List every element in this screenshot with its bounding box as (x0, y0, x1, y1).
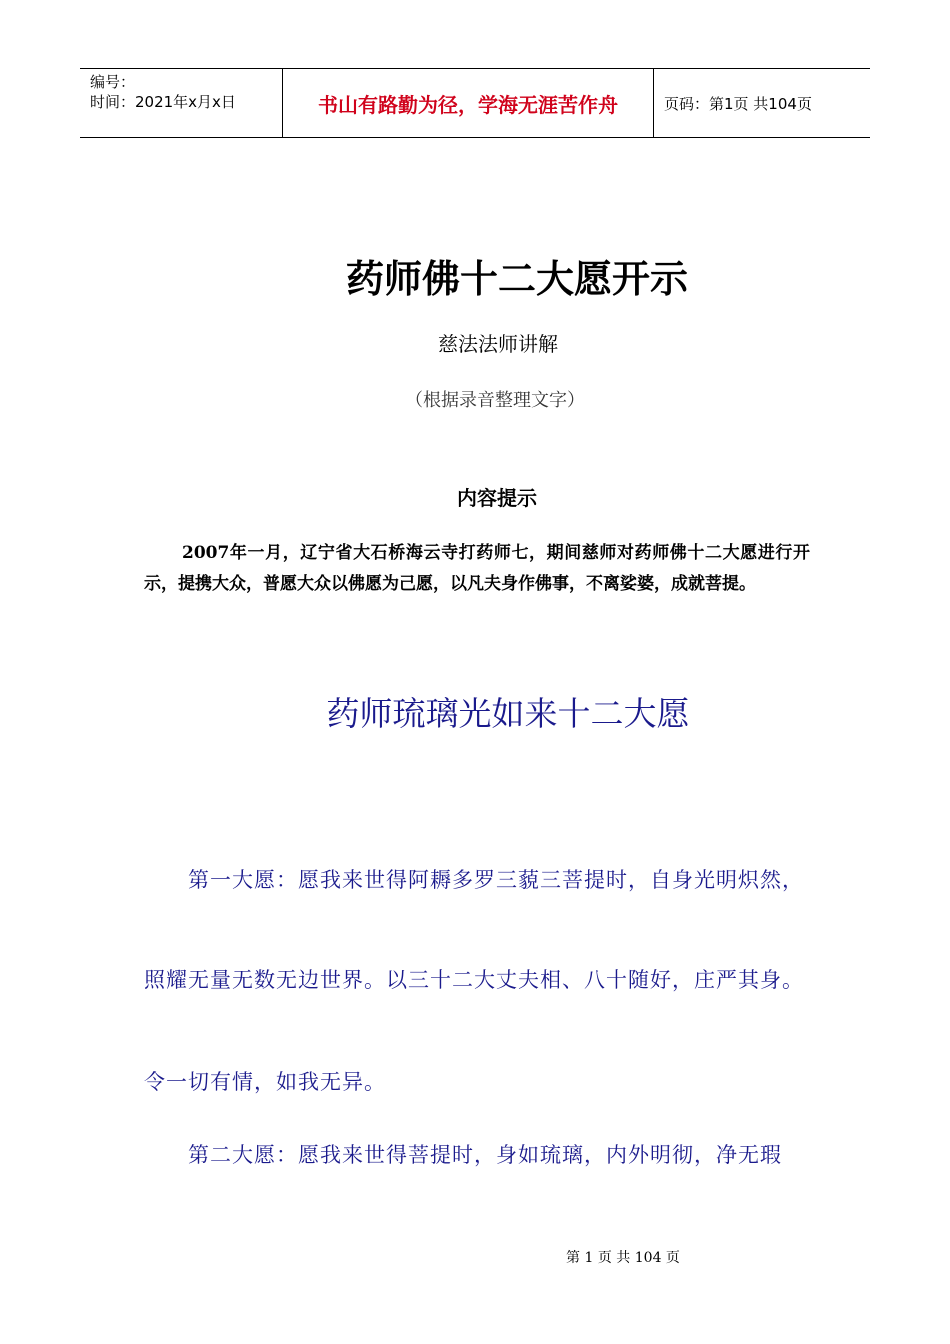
header-time-label: 时间：2021年x月x日 (90, 93, 236, 111)
section-title: 药师琉璃光如来十二大愿 (326, 694, 690, 733)
vow-line: 第二大愿：愿我来世得菩提时，身如琉璃，内外明彻，净无瑕 (188, 1143, 782, 1167)
summary-paragraph: 2007年一月，辽宁省大石桥海云寺打药师七，期间慈师对药师佛十二大愿进行开示，提携大众，普愿大众以佛愿为己愿，以凡夫身作佛事，不离娑婆，成就菩提。 (144, 543, 810, 594)
vow-line: 照耀无量无数无边世界。以三十二大丈夫相、八十随好，庄严其身。 (144, 968, 804, 992)
header-number-label: 编号： (90, 73, 136, 91)
document-speaker: 慈法法师讲解 (438, 332, 558, 356)
page-footer: 第 1 页 共 104 页 (566, 1250, 680, 1266)
outline-heading: 内容提示 (457, 486, 537, 510)
header-motto: 书山有路勤为径，学海无涯苦作舟 (282, 69, 654, 137)
page-header (80, 68, 870, 138)
document-title: 药师佛十二大愿开示 (345, 257, 688, 301)
header-meta (80, 69, 282, 137)
header-page-info: 页码：第1页 共104页 (664, 94, 812, 113)
vow-line: 令一切有情，如我无异。 (144, 1070, 386, 1094)
document-note: （根据录音整理文字） (405, 390, 585, 411)
vow-line: 第一大愿：愿我来世得阿耨多罗三藐三菩提时，自身光明炽然， (188, 868, 804, 892)
